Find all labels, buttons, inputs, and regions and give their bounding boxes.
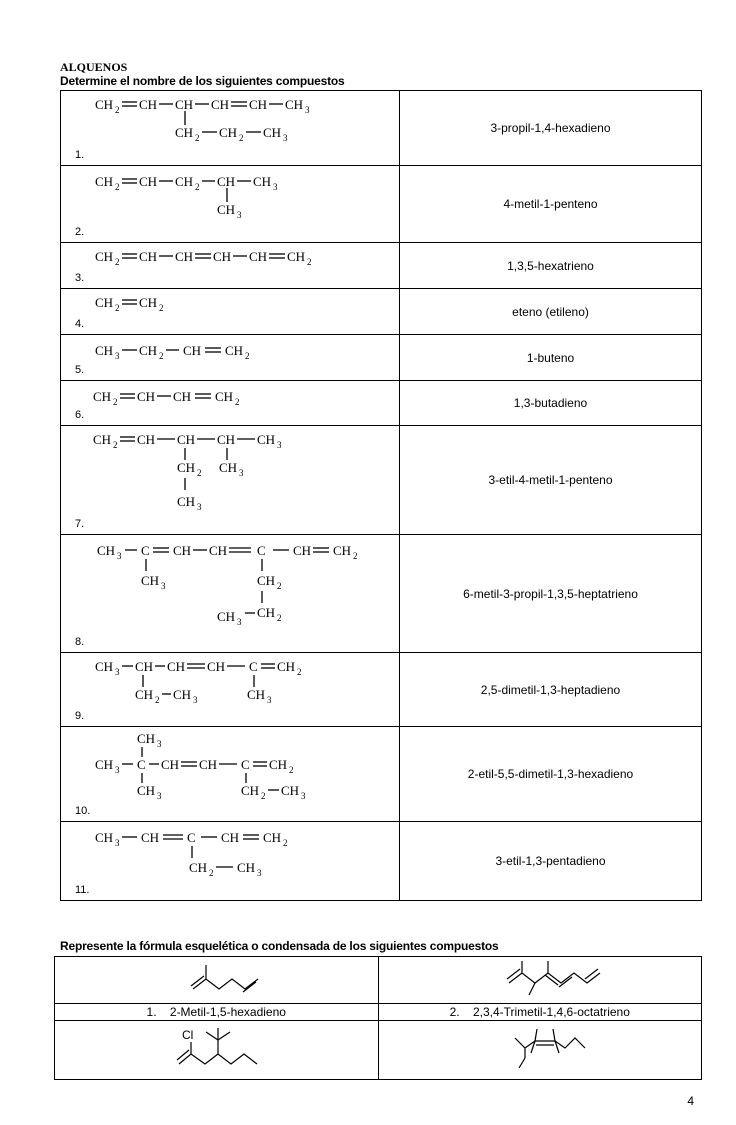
instruction-2: Represente la fórmula esquelética o condensada de los siguientes compuestos [60, 939, 499, 953]
table-row [55, 957, 702, 1004]
formula-cell [61, 727, 400, 822]
table-row [61, 535, 702, 653]
svg-text:CH: CH [139, 174, 158, 189]
svg-text:CH: CH [269, 757, 288, 772]
item-number: 11. [75, 884, 90, 896]
svg-text:CH: CH [93, 432, 112, 447]
svg-text:2: 2 [115, 303, 120, 313]
svg-text:2: 2 [235, 397, 240, 407]
svg-text:CH: CH [139, 97, 158, 112]
name-cell [378, 1004, 702, 1021]
svg-text:CH: CH [95, 659, 114, 674]
formula-cell [61, 243, 400, 289]
part2-name: 2,3,4-Trimetil-1,4,6-octatrieno [472, 1005, 630, 1019]
svg-text:2: 2 [159, 303, 164, 313]
svg-text:2: 2 [113, 440, 118, 450]
answer-cell: 3-propil-1,4-hexadieno [400, 91, 702, 166]
item-number: 7. [75, 518, 85, 530]
formula-cell [61, 289, 400, 335]
svg-text:CH: CH [95, 97, 114, 112]
svg-text:C: C [241, 757, 250, 772]
structure-10 [61, 727, 399, 822]
svg-text:CH: CH [177, 494, 196, 509]
section-title: ALQUENOS [60, 60, 128, 74]
structure-7 [61, 426, 399, 535]
answer-cell: 2,5-dimetil-1,3-heptadieno [400, 653, 702, 727]
svg-text:CH: CH [217, 174, 236, 189]
svg-text:3: 3 [157, 791, 162, 801]
svg-text:CH: CH [141, 830, 160, 845]
svg-text:CH: CH [217, 202, 236, 217]
svg-text:2: 2 [197, 468, 202, 478]
answer-cell: 1-buteno [400, 335, 702, 381]
svg-text:3: 3 [237, 210, 242, 220]
part2-number: 1. [146, 1005, 157, 1019]
svg-text:CH: CH [95, 249, 114, 264]
instruction-1: Determine el nombre de los siguientes compuestos [60, 74, 345, 88]
skeletal-table [54, 956, 702, 1080]
svg-text:CH: CH [95, 295, 114, 310]
table-row [61, 289, 702, 335]
formula-cell [61, 335, 400, 381]
table-row [61, 822, 702, 901]
page-number: 4 [687, 1094, 694, 1108]
svg-text:CH: CH [173, 543, 192, 558]
structure-3 [61, 243, 399, 289]
svg-text:CH: CH [219, 460, 238, 475]
answer-cell: 4-metil-1-penteno [400, 166, 702, 243]
svg-text:3: 3 [277, 440, 282, 450]
chlorine-label: Cl [182, 1028, 194, 1042]
table-row [55, 1021, 702, 1080]
item-number: 6. [75, 409, 85, 421]
svg-text:CH: CH [167, 659, 186, 674]
svg-text:3: 3 [239, 468, 244, 478]
formula-cell [61, 426, 400, 535]
svg-text:CH: CH [211, 97, 230, 112]
name-cell [55, 1004, 379, 1021]
skeletal-cell-4 [378, 1021, 702, 1080]
svg-text:2: 2 [115, 182, 120, 192]
svg-text:CH: CH [249, 249, 268, 264]
svg-text:2: 2 [209, 868, 214, 878]
svg-text:2: 2 [245, 351, 250, 361]
svg-text:2: 2 [195, 182, 200, 192]
svg-text:CH: CH [221, 830, 240, 845]
svg-text:3: 3 [237, 617, 242, 627]
item-number: 5. [75, 364, 85, 376]
skeletal-cell-1 [55, 957, 379, 1004]
structure-11 [61, 822, 399, 901]
svg-text:CH: CH [207, 659, 226, 674]
svg-text:2: 2 [283, 838, 288, 848]
item-number: 8. [75, 636, 85, 648]
table-row [61, 243, 702, 289]
structure-1 [61, 91, 399, 166]
table-row [61, 335, 702, 381]
svg-text:3: 3 [283, 133, 288, 143]
table-row [61, 426, 702, 535]
svg-text:2: 2 [113, 397, 118, 407]
svg-text:CH: CH [241, 783, 260, 798]
structure-9 [61, 653, 399, 727]
svg-text:CH: CH [217, 432, 236, 447]
table-row [61, 166, 702, 243]
svg-text:CH: CH [135, 687, 154, 702]
svg-text:CH: CH [285, 97, 304, 112]
skeletal-cell-2 [378, 957, 702, 1004]
svg-text:3: 3 [115, 351, 120, 361]
table-row [55, 1004, 702, 1021]
svg-text:CH: CH [333, 543, 352, 558]
svg-text:CH: CH [281, 783, 300, 798]
structure-8 [61, 535, 399, 653]
svg-text:CH: CH [137, 432, 156, 447]
svg-text:3: 3 [115, 667, 120, 677]
skeletal-cell-3 [55, 1021, 379, 1080]
part2-number: 2. [449, 1005, 460, 1019]
svg-text:CH: CH [135, 659, 154, 674]
answer-cell: eteno (etileno) [400, 289, 702, 335]
svg-text:C: C [249, 659, 258, 674]
answer-cell: 3-etil-1,3-pentadieno [400, 822, 702, 901]
skeletal-structure-4 [379, 1021, 699, 1079]
svg-text:CH: CH [175, 125, 194, 140]
item-number: 9. [75, 710, 85, 722]
svg-text:CH: CH [137, 389, 156, 404]
svg-text:2: 2 [353, 551, 358, 561]
skeletal-structure-3 [55, 1021, 375, 1079]
svg-text:2: 2 [297, 667, 302, 677]
svg-text:CH: CH [175, 174, 194, 189]
svg-text:2: 2 [159, 351, 164, 361]
svg-text:3: 3 [305, 105, 310, 115]
svg-text:CH: CH [257, 432, 276, 447]
svg-text:CH: CH [93, 389, 112, 404]
item-number: 4. [75, 318, 85, 330]
svg-text:CH: CH [277, 659, 296, 674]
svg-text:CH: CH [253, 174, 272, 189]
svg-text:2: 2 [155, 695, 160, 705]
svg-text:CH: CH [137, 783, 156, 798]
svg-text:2: 2 [195, 133, 200, 143]
svg-text:CH: CH [141, 573, 160, 588]
svg-text:CH: CH [175, 249, 194, 264]
table-row [61, 381, 702, 426]
answer-cell: 1,3-butadieno [400, 381, 702, 426]
formula-cell [61, 822, 400, 901]
table-row [61, 91, 702, 166]
svg-text:CH: CH [225, 343, 244, 358]
skeletal-structure-2 [379, 957, 699, 1003]
svg-text:3: 3 [257, 868, 262, 878]
structure-2 [61, 166, 399, 243]
svg-text:CH: CH [177, 432, 196, 447]
svg-text:CH: CH [199, 757, 218, 772]
table-row [61, 653, 702, 727]
svg-text:CH: CH [263, 830, 282, 845]
formula-cell [61, 535, 400, 653]
structure-5 [61, 335, 399, 381]
svg-text:CH: CH [209, 543, 228, 558]
svg-text:2: 2 [239, 133, 244, 143]
answer-cell: 3-etil-4-metil-1-penteno [400, 426, 702, 535]
svg-text:3: 3 [115, 765, 120, 775]
formula-cell [61, 91, 400, 166]
svg-text:CH: CH [95, 174, 114, 189]
svg-text:2: 2 [115, 257, 120, 267]
item-number: 3. [75, 272, 85, 284]
svg-text:2: 2 [261, 791, 266, 801]
svg-text:CH: CH [189, 860, 208, 875]
svg-text:CH: CH [217, 609, 236, 624]
item-number: 2. [75, 226, 85, 238]
svg-text:C: C [141, 543, 150, 558]
formula-cell [61, 381, 400, 426]
svg-text:3: 3 [197, 502, 202, 512]
svg-text:CH: CH [257, 605, 276, 620]
svg-text:CH: CH [183, 343, 202, 358]
item-number: 10. [75, 805, 91, 817]
svg-text:CH: CH [95, 757, 114, 772]
svg-text:C: C [187, 830, 196, 845]
structure-6 [61, 381, 399, 426]
part2-name: 2-Metil-1,5-hexadieno [169, 1005, 286, 1019]
svg-text:CH: CH [137, 731, 156, 746]
compounds-table [60, 90, 702, 901]
svg-text:3: 3 [161, 581, 166, 591]
svg-text:3: 3 [193, 695, 198, 705]
svg-text:2: 2 [277, 581, 282, 591]
svg-text:2: 2 [289, 765, 294, 775]
svg-text:CH: CH [97, 543, 116, 558]
svg-text:CH: CH [219, 125, 238, 140]
svg-text:C: C [257, 543, 266, 558]
svg-text:2: 2 [115, 105, 120, 115]
svg-text:CH: CH [263, 125, 282, 140]
svg-text:3: 3 [117, 551, 122, 561]
svg-text:CH: CH [177, 460, 196, 475]
svg-text:2: 2 [307, 257, 312, 267]
svg-text:3: 3 [273, 182, 278, 192]
svg-text:CH: CH [95, 830, 114, 845]
item-number: 1. [75, 149, 85, 161]
svg-text:CH: CH [95, 343, 114, 358]
answer-cell: 6-metil-3-propil-1,3,5-heptatrieno [400, 535, 702, 653]
svg-text:CH: CH [247, 687, 266, 702]
svg-text:3: 3 [301, 791, 306, 801]
svg-text:CH: CH [161, 757, 180, 772]
svg-text:CH: CH [139, 343, 158, 358]
svg-text:C: C [137, 757, 146, 772]
svg-text:CH: CH [173, 687, 192, 702]
svg-text:CH: CH [287, 249, 306, 264]
svg-text:CH: CH [257, 573, 276, 588]
svg-text:CH: CH [139, 249, 158, 264]
svg-text:CH: CH [173, 389, 192, 404]
svg-text:2: 2 [277, 613, 282, 623]
svg-text:CH: CH [249, 97, 268, 112]
answer-cell: 2-etil-5,5-dimetil-1,3-hexadieno [400, 727, 702, 822]
svg-text:CH: CH [213, 249, 232, 264]
structure-4 [61, 289, 399, 335]
svg-text:CH: CH [139, 295, 158, 310]
skeletal-structure-1 [55, 957, 375, 1003]
table-row [61, 727, 702, 822]
svg-text:3: 3 [157, 739, 162, 749]
answer-cell: 1,3,5-hexatrieno [400, 243, 702, 289]
svg-text:CH: CH [237, 860, 256, 875]
svg-text:CH: CH [175, 97, 194, 112]
svg-text:CH: CH [293, 543, 312, 558]
svg-text:3: 3 [115, 838, 120, 848]
svg-text:CH: CH [215, 389, 234, 404]
formula-cell [61, 653, 400, 727]
formula-cell [61, 166, 400, 243]
svg-text:3: 3 [267, 695, 272, 705]
